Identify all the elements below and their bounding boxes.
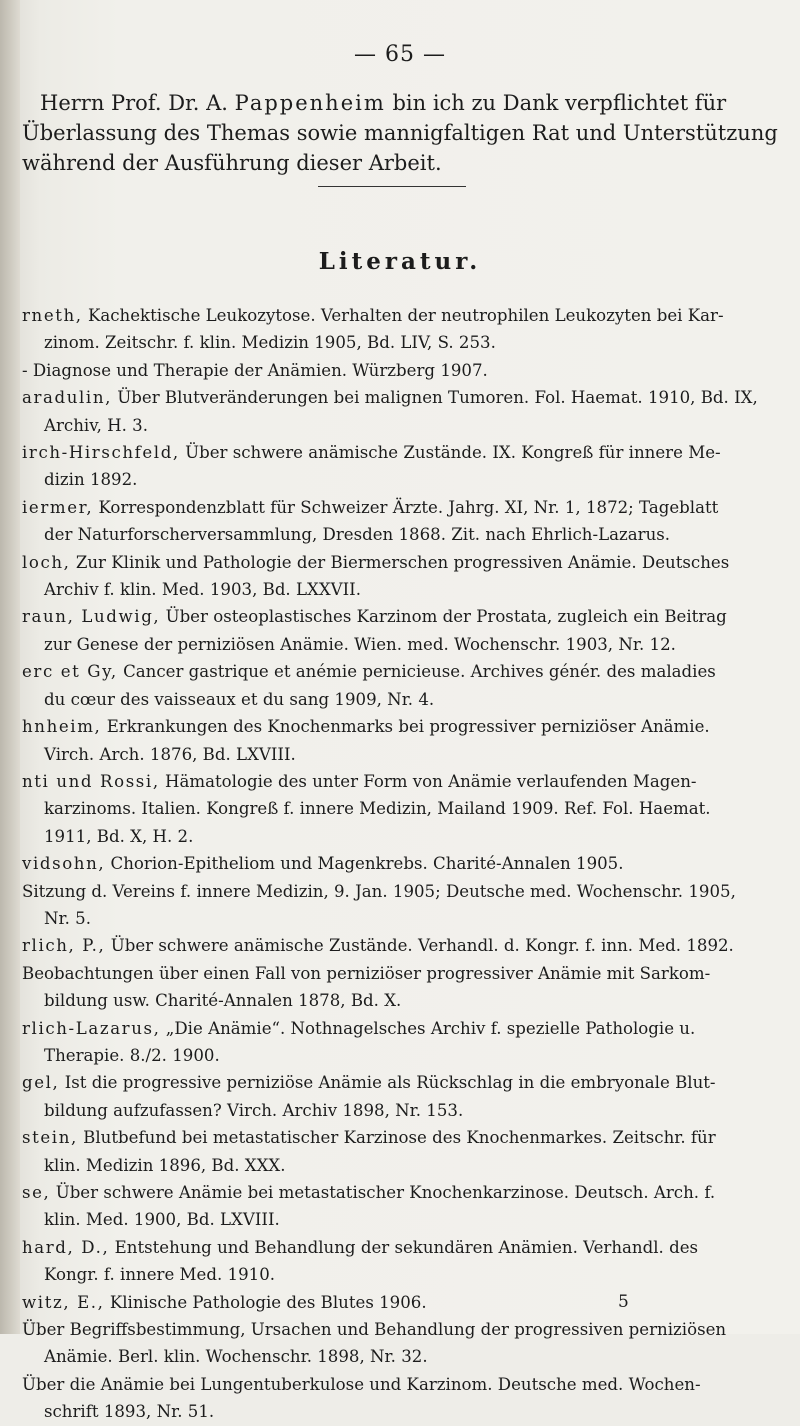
- reference-text-line: Über die Anämie bei Lungentuberkulose und Karzinom. Deutsche med. Wochen-: [22, 1374, 701, 1394]
- reference-author: hnheim,: [22, 717, 102, 737]
- reference-text-line: „Die Anämie“. Nothnagelsches Archiv f. spezielle Pathologie u.: [165, 1018, 696, 1038]
- reference-text-line: Über Blutveränderungen bei malignen Tumoren. Fol. Haemat. 1910, Bd. IX,: [117, 388, 758, 408]
- reference-entry: [22, 713, 792, 768]
- reference-text-line: Klinische Pathologie des Blutes 1906.: [109, 1292, 427, 1312]
- section-divider: [318, 186, 466, 187]
- reference-text-line: Über schwere Anämie bei metastatischer Knochenkarzinose. Deutsch. Arch. f.: [55, 1183, 716, 1202]
- reference-author: gel,: [22, 1073, 60, 1093]
- reference-text-line: Erkrankungen des Knochenmarks bei progressiver perniziöser Anämie.: [106, 717, 710, 737]
- reference-text-line: Über schwere anämische Zustände. Verhandl. d. Kongr. f. inn. Med. 1892.: [110, 936, 734, 956]
- reference-text-line: du cœur des vaisseaux et du sang 1909, Nr. 4.: [44, 689, 435, 709]
- reference-text-line: Kongr. f. innere Med. 1910.: [44, 1265, 276, 1285]
- reference-author: raun, Ludwig,: [22, 607, 161, 627]
- reference-entry: [22, 768, 792, 850]
- reference-author: stein,: [22, 1128, 78, 1148]
- reference-author: loch,: [22, 552, 71, 572]
- reference-text-line: Chorion-Epitheliom und Magenkrebs. Charité-Annalen 1905.: [110, 854, 624, 874]
- reference-entry: [22, 878, 792, 933]
- reference-text-line: Kachektische Leukozytose. Verhalten der neutrophilen Leukozyten bei Kar-: [87, 306, 724, 325]
- reference-entry: [22, 1069, 792, 1124]
- reference-entry: [22, 1124, 792, 1179]
- reference-text-line: Blutbefund bei metastatischer Karzinose des Knochenmarkes. Zeitschr. für: [83, 1128, 716, 1148]
- reference-text-line: Über schwere anämische Zustände. IX. Kongreß für innere Me-: [185, 443, 721, 463]
- reference-text-line: Archiv, H. 3.: [44, 415, 149, 435]
- reference-text-line: Hämatologie des unter Form von Anämie verlaufenden Magen-: [165, 771, 697, 791]
- reference-text-line: Archiv f. klin. Med. 1903, Bd. LXXVII.: [44, 580, 361, 600]
- reference-text-line: Sitzung d. Vereins f. innere Medizin, 9. Jan. 1905; Deutsche med. Wochenschr. 1905,: [22, 881, 736, 901]
- reference-entry: [22, 658, 792, 713]
- reference-entry: [22, 549, 792, 604]
- reference-text-line: Nr. 5.: [44, 908, 92, 928]
- reference-text-line: Therapie. 8./2. 1900.: [44, 1045, 220, 1065]
- reference-author: nti und Rossi,: [22, 771, 160, 791]
- reference-author: vidsohn,: [22, 854, 106, 874]
- reference-text-line: karzinoms. Italien. Kongreß f. innere Medizin, Mailand 1909. Ref. Fol. Haemat.: [44, 799, 711, 819]
- reference-text-line: der Naturforscherversammlung, Dresden 1868. Zit. nach Ehrlich-Lazarus.: [44, 525, 671, 545]
- reference-text-line: Virch. Arch. 1876, Bd. LXVIII.: [44, 744, 296, 764]
- professor-name: Pappenheim: [234, 91, 386, 115]
- acknowledgement-prefix: Herrn Prof. Dr. A.: [40, 91, 235, 115]
- reference-text-line: bildung aufzufassen? Virch. Archiv 1898, Nr. 153.: [44, 1100, 464, 1120]
- reference-entry: [22, 439, 792, 494]
- book-spine-shadow: [0, 0, 20, 1334]
- reference-entry: [22, 1371, 792, 1426]
- reference-text-line: schrift 1893, Nr. 51.: [44, 1402, 215, 1422]
- page-number: — 65 —: [354, 42, 446, 67]
- acknowledgement-suffix: bin ich zu Dank verpflichtet für: [385, 91, 727, 115]
- reference-text-line: dizin 1892.: [44, 470, 138, 490]
- reference-text-line: klin. Medizin 1896, Bd. XXX.: [44, 1155, 286, 1175]
- reference-entry: [22, 302, 792, 357]
- reference-entry: [22, 357, 792, 384]
- reference-entry: [22, 1234, 792, 1289]
- reference-entry: [22, 1015, 792, 1070]
- reference-text-line: 1911, Bd. X, H. 2.: [44, 826, 194, 846]
- bibliography-list: [22, 302, 792, 1426]
- reference-author: rlich-Lazarus,: [22, 1018, 161, 1038]
- reference-author: rneth,: [22, 306, 83, 325]
- signature-mark: 5: [618, 1292, 629, 1312]
- reference-author: rlich, P.,: [22, 936, 106, 956]
- reference-author: hard, D.,: [22, 1237, 110, 1257]
- reference-entry: [22, 1289, 792, 1316]
- reference-entry: [22, 1179, 792, 1234]
- reference-text-line: Über Begriffsbestimmung, Ursachen und Behandlung der progressiven perniziösen: [22, 1320, 727, 1340]
- reference-entry: [22, 603, 792, 658]
- acknowledgement-line-1: [22, 88, 782, 118]
- acknowledgement-paragraph: [22, 88, 782, 178]
- acknowledgement-line-2: Überlassung des Themas sowie mannigfaltigen Rat und Unterstützung: [22, 121, 778, 145]
- reference-entry: [22, 960, 792, 1015]
- reference-author: iermer,: [22, 497, 94, 517]
- reference-text-line: - Diagnose und Therapie der Anämien. Würzberg 1907.: [22, 360, 488, 380]
- reference-author: erc et Gy,: [22, 662, 118, 682]
- reference-text-line: Beobachtungen über einen Fall von perniziöser progressiver Anämie mit Sarkom-: [22, 963, 711, 983]
- reference-text-line: Zur Klinik und Pathologie der Biermerschen progressiven Anämie. Deutsches: [75, 552, 730, 572]
- reference-text-line: bildung usw. Charité-Annalen 1878, Bd. X.: [44, 991, 402, 1011]
- reference-author: se,: [22, 1183, 51, 1202]
- bibliography-heading: Literatur.: [318, 248, 482, 275]
- reference-text-line: klin. Med. 1900, Bd. LXVIII.: [44, 1210, 280, 1230]
- reference-text-line: zinom. Zeitschr. f. klin. Medizin 1905, Bd. LIV, S. 253.: [44, 333, 496, 353]
- reference-author: irch-Hirschfeld,: [22, 443, 180, 463]
- reference-author: witz, E.,: [22, 1292, 105, 1312]
- reference-text-line: Korrespondenzblatt für Schweizer Ärzte. Jahrg. XI, Nr. 1, 1872; Tageblatt: [98, 497, 719, 517]
- reference-entry: [22, 850, 792, 877]
- reference-entry: [22, 932, 792, 959]
- reference-text-line: Ist die progressive perniziöse Anämie als Rückschlag in die embryonale Blut-: [64, 1073, 716, 1093]
- acknowledgement-line-3: während der Ausführung dieser Arbeit.: [22, 151, 442, 175]
- reference-text-line: Anämie. Berl. klin. Wochenschr. 1898, Nr. 32.: [44, 1347, 428, 1367]
- reference-entry: [22, 384, 792, 439]
- reference-text-line: Über osteoplastisches Karzinom der Prostata, zugleich ein Beitrag: [165, 607, 727, 627]
- reference-entry: [22, 494, 792, 549]
- reference-entry: [22, 1316, 792, 1371]
- reference-text-line: Cancer gastrique et anémie pernicieuse. Archives génér. des maladies: [123, 662, 716, 682]
- reference-text-line: zur Genese der perniziösen Anämie. Wien. med. Wochenschr. 1903, Nr. 12.: [44, 634, 676, 654]
- reference-text-line: Entstehung und Behandlung der sekundären Anämien. Verhandl. des: [114, 1237, 699, 1257]
- reference-author: aradulin,: [22, 388, 113, 408]
